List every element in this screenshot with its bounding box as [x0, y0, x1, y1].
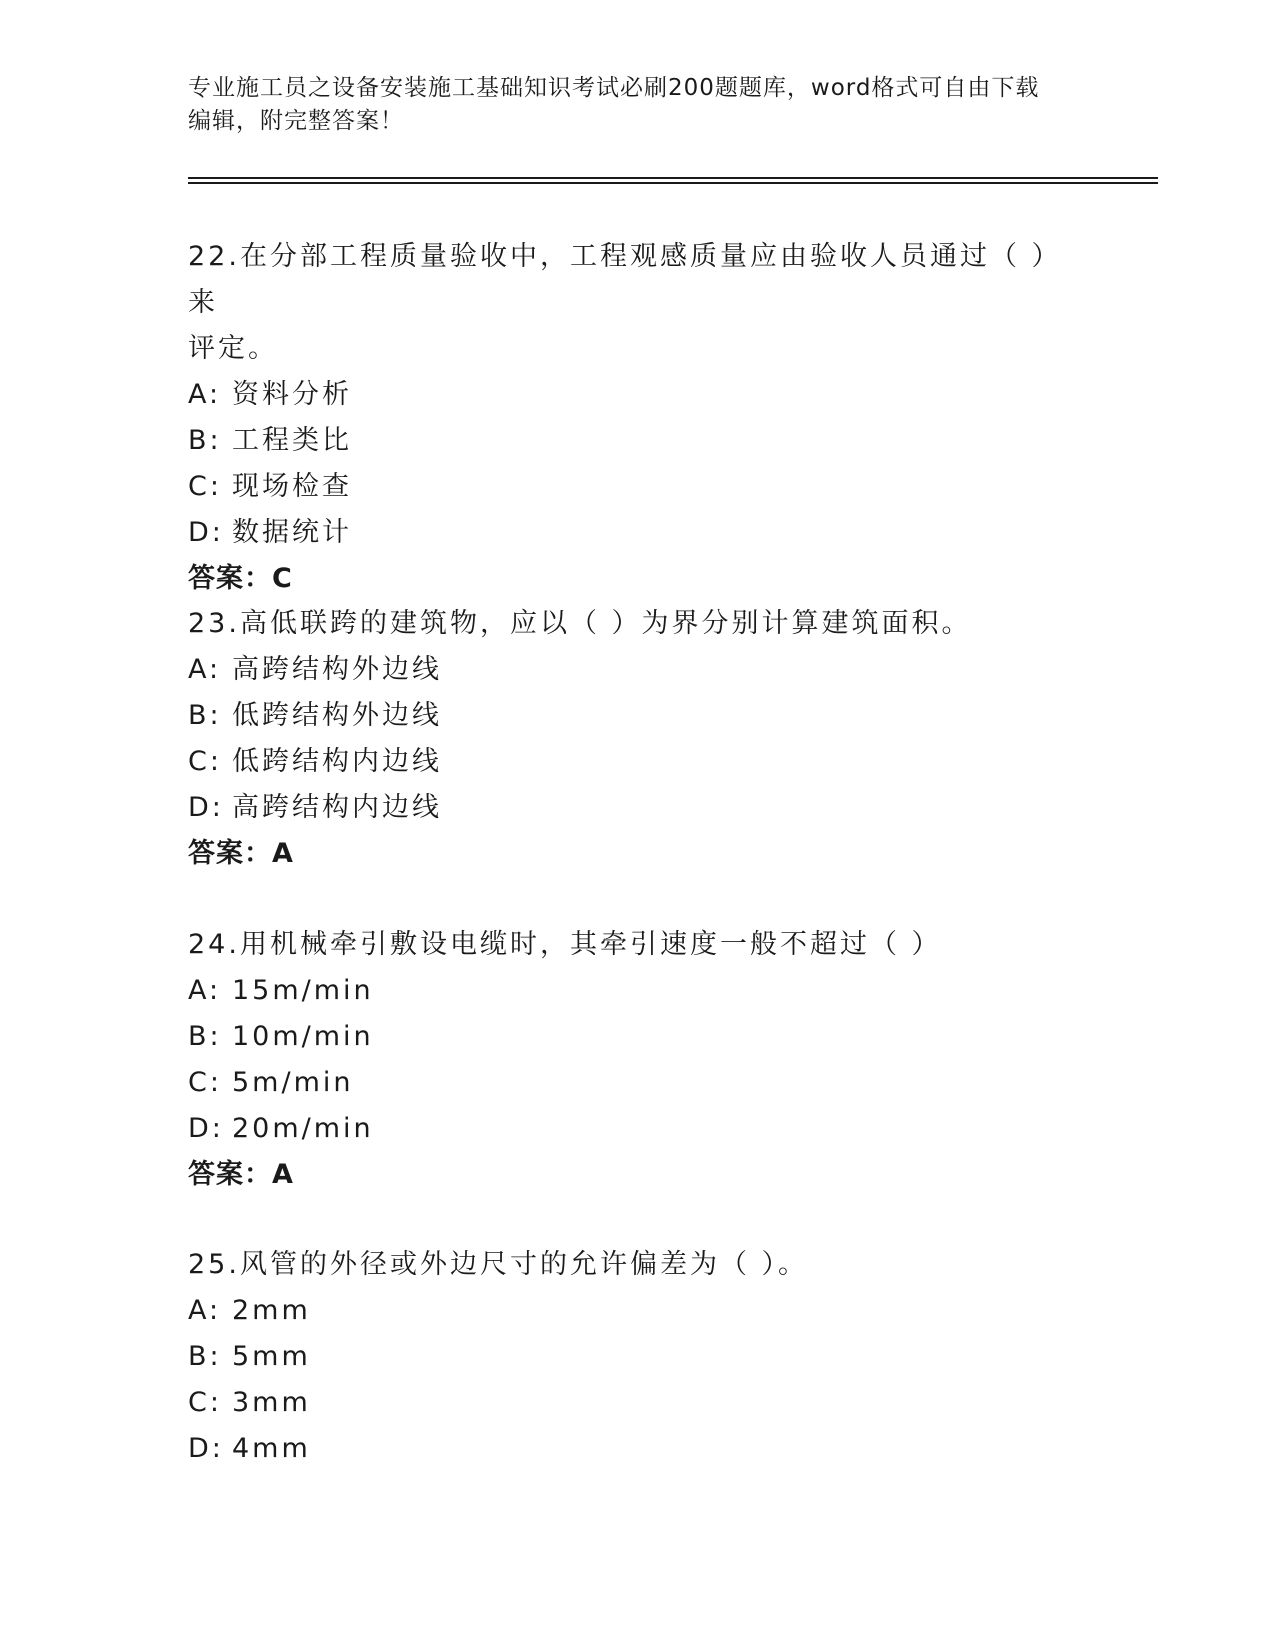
option-a	[188, 968, 1088, 1014]
question-25	[188, 1242, 1088, 1472]
option-d	[188, 785, 1088, 831]
option-c	[188, 1060, 1088, 1106]
answer-label: 答案：A	[188, 838, 294, 869]
option-letter: B:	[188, 700, 222, 731]
option-b	[188, 1014, 1088, 1060]
option-text: 工程类比	[232, 425, 352, 456]
header-line-1: 专业施工员之设备安装施工基础知识考试必刷200题题库，word格式可自由下载	[188, 75, 1040, 101]
document-header	[188, 72, 1088, 138]
option-text: 15m/min	[232, 975, 374, 1006]
option-letter: D:	[188, 517, 224, 548]
answer-label: 答案：A	[188, 1159, 294, 1190]
option-text: 3mm	[232, 1387, 311, 1418]
option-a	[188, 647, 1088, 693]
question-stem: 22.在分部工程质量验收中，工程观感质量应由验收人员通过（ ）来	[188, 241, 1062, 318]
option-letter: A:	[188, 1295, 222, 1326]
question-stem: 25.风管的外径或外边尺寸的允许偏差为（ ）。	[188, 1249, 809, 1280]
option-c	[188, 464, 1088, 510]
option-text: 10m/min	[232, 1021, 374, 1052]
question-stem: 24.用机械牵引敷设电缆时，其牵引速度一般不超过（ ）	[188, 929, 942, 960]
question-22	[188, 234, 1088, 602]
option-a	[188, 372, 1088, 418]
option-d	[188, 1106, 1088, 1152]
option-a	[188, 1288, 1088, 1334]
option-c	[188, 739, 1088, 785]
option-text: 4mm	[232, 1433, 311, 1464]
option-b	[188, 693, 1088, 739]
option-c	[188, 1380, 1088, 1426]
option-letter: C:	[188, 471, 222, 502]
option-text: 高跨结构外边线	[232, 654, 442, 685]
option-text: 低跨结构外边线	[232, 700, 442, 731]
question-23	[188, 601, 1088, 877]
answer-label: 答案：C	[188, 563, 293, 594]
option-b	[188, 418, 1088, 464]
option-letter: B:	[188, 425, 222, 456]
option-text: 2mm	[232, 1295, 311, 1326]
option-letter: B:	[188, 1341, 222, 1372]
option-letter: B:	[188, 1021, 222, 1052]
option-letter: C:	[188, 1387, 222, 1418]
option-text: 数据统计	[232, 517, 352, 548]
option-letter: A:	[188, 654, 222, 685]
option-letter: A:	[188, 975, 222, 1006]
option-d	[188, 1426, 1088, 1472]
option-letter: C:	[188, 1067, 222, 1098]
option-text: 5m/min	[232, 1067, 354, 1098]
option-letter: D:	[188, 792, 224, 823]
option-text: 低跨结构内边线	[232, 746, 442, 777]
option-text: 20m/min	[232, 1113, 374, 1144]
option-d	[188, 510, 1088, 556]
question-24	[188, 922, 1088, 1198]
header-divider-bottom	[188, 182, 1158, 184]
option-text: 5mm	[232, 1341, 311, 1372]
option-b	[188, 1334, 1088, 1380]
question-stem: 23.高低联跨的建筑物，应以（ ）为界分别计算建筑面积。	[188, 608, 972, 639]
option-letter: C:	[188, 746, 222, 777]
option-text: 现场检查	[232, 471, 352, 502]
header-divider-top	[188, 177, 1158, 179]
header-line-2: 编辑，附完整答案！	[188, 108, 404, 134]
option-text: 资料分析	[232, 379, 352, 410]
option-letter: D:	[188, 1113, 224, 1144]
question-stem-continued: 评定。	[188, 333, 278, 364]
option-letter: A:	[188, 379, 222, 410]
option-letter: D:	[188, 1433, 224, 1464]
option-text: 高跨结构内边线	[232, 792, 442, 823]
